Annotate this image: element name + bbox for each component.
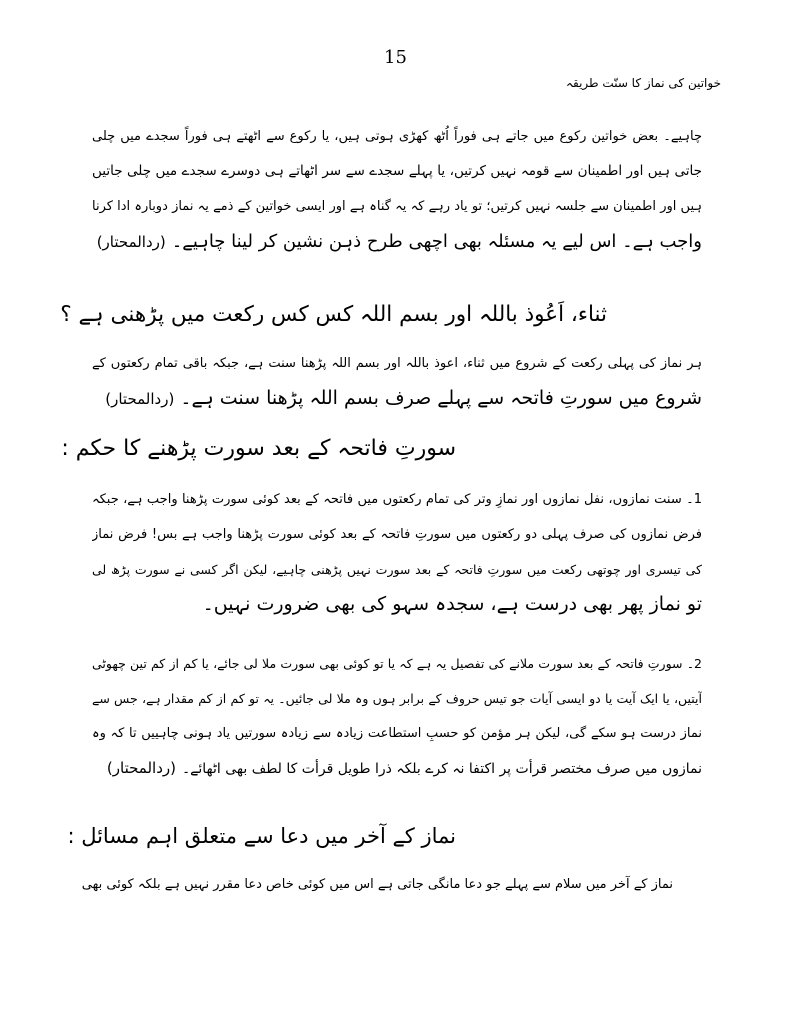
- paragraph-rule-1: [92, 482, 702, 622]
- citation: (ردالمحتار): [96, 233, 166, 251]
- text-line: جاتی ہیں اور اطمینان سے قومہ نہیں کرتیں، یا پہلے سجدے سے سر اٹھاتے ہی دوسرے سجدے میں چلی جاتیں: [92, 163, 702, 179]
- page-number: 15: [384, 47, 407, 68]
- text-line: 2۔ سورتِ فاتحہ کے بعد سورت ملانے کی تفصیل یہ ہے کہ یا تو کوئی بھی سورت ملا لی جائے، یا کم از کم تین چھوٹی: [92, 656, 702, 671]
- citation: (ردالمحتار): [106, 759, 176, 777]
- text-line: آیتیں، یا ایک آیت یا دو ایسی آیات جو تیس حروف کے برابر ہوں وہ ملا لی جائیں۔ یہ تو کم از کم مقدار ہے، جس سے: [92, 691, 702, 706]
- text-line: [92, 751, 702, 787]
- section-heading-dua: نماز کے آخر میں دعا سے متعلق اہم مسائل :: [67, 824, 456, 848]
- running-header: خواتین کی نماز کا سنّت طریقہ: [565, 76, 721, 90]
- text-line: [92, 381, 702, 417]
- paragraph-dua: [73, 867, 673, 902]
- text-line-content: نمازوں میں صرف مختصر قرأت پر اکتفا نہ کرے بلکہ ذرا طویل قرأت کا لطف بھی اٹھائے۔: [181, 761, 702, 777]
- text-line: ہر نماز کی پہلی رکعت کے شروع میں ثناء، اعوذ باللہ اور بسم اللہ پڑھنا سنت ہے، جبکہ باقی تمام رکعتوں کے: [92, 356, 702, 371]
- paragraph-thana: [92, 346, 702, 417]
- section-heading-surah-after-fatiha: سورتِ فاتحہ کے بعد سورت پڑھنے کا حکم :: [61, 436, 456, 461]
- text-line: چاہیے۔ بعض خواتین رکوع میں جاتے ہی فوراً اُٹھ کھڑی ہوتی ہیں، یا رکوع سے اٹھتے ہی فوراً سجدے میں چلی: [92, 129, 702, 144]
- text-line-content: شروع میں سورتِ فاتحہ سے پہلے صرف بسم اللہ پڑھنا سنت ہے۔: [180, 387, 702, 409]
- text-line: کی تیسری اور چوتھی رکعت میں سورتِ فاتحہ کے بعد سورت نہیں پڑھنی چاہیے، لیکن اگر کسی نے سورت پڑھ لی: [92, 562, 702, 577]
- section-heading-thana: ثناء، اَعُوذ باللہ اور بسم اللہ کس کس رکعت میں پڑھنی ہے ؟: [60, 302, 607, 327]
- citation: (ردالمحتار): [105, 390, 175, 408]
- paragraph-rule-2: [92, 646, 702, 787]
- text-line: ہیں اور اطمینان سے جلسہ نہیں کرتیں؛ تو یاد رہے کہ یہ گناہ ہے اور ایسی خواتین کے ذمے یہ نماز دوبارہ ادا کرنا: [92, 199, 702, 214]
- text-line: فرض نمازوں کی صرف پہلی دو رکعتوں میں سورتِ فاتحہ کے بعد کوئی سورت پڑھنا واجب ہے بس! فرض نماز: [92, 527, 702, 542]
- text-line: 1۔ سنت نمازوں، نفل نمازوں اور نمازِ وتر کی تمام رکعتوں میں فاتحہ کے بعد کوئی سورت پڑھنا واجب ہے، جبکہ: [92, 492, 702, 507]
- text-line: نماز کے آخر میں سلام سے پہلے جو دعا مانگی جاتی ہے اس میں کوئی خاص دعا مقرر نہیں ہے بلکہ کوئی بھی: [81, 877, 673, 892]
- paragraph-improper-pauses: [92, 119, 702, 260]
- text-line: تو نماز پھر بھی درست ہے، سجدہ سہو کی بھی ضرورت نہیں۔: [202, 593, 702, 615]
- text-line: نماز درست ہو سکے گی، لیکن ہر مؤمن کو حسبِ استطاعت زیادہ سے زیادہ سورتیں یاد ہونی چاہییں تا کہ وہ: [92, 726, 702, 741]
- text-line-content: واجب ہے۔ اس لیے یہ مسئلہ بھی اچھی طرح ذہن نشین کر لینا چاہیے۔: [171, 231, 702, 252]
- text-line: [92, 224, 702, 260]
